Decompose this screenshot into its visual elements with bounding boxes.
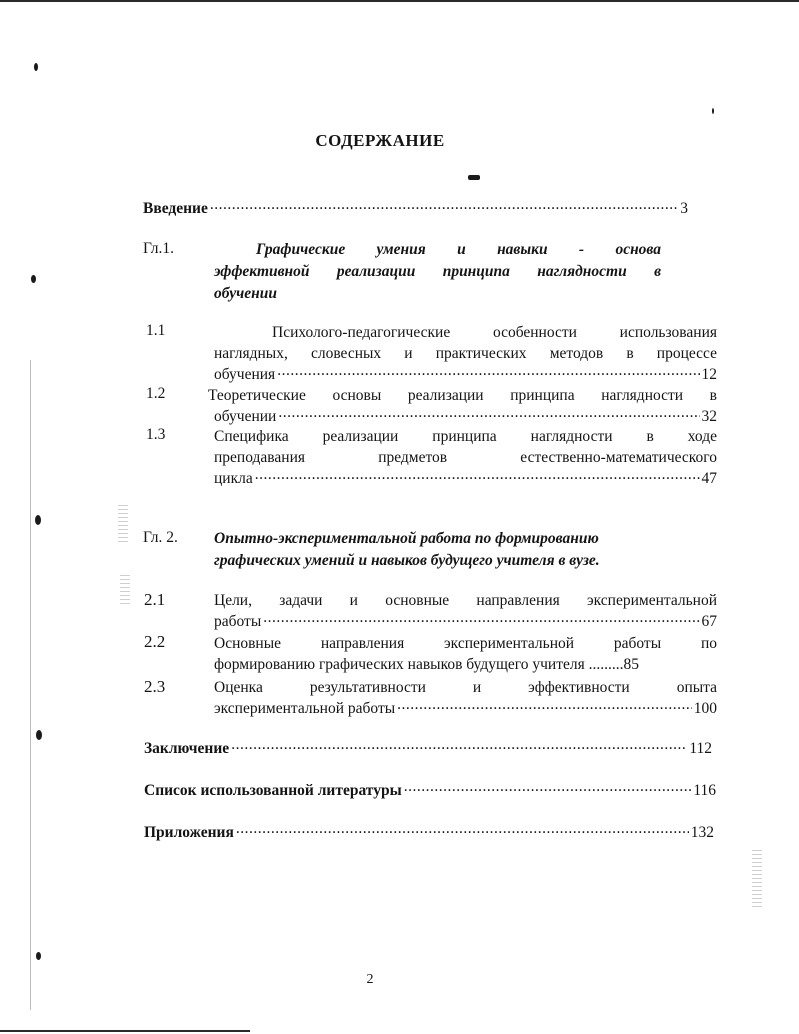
section-2-2-number: 2.2 <box>144 632 166 651</box>
dot-leader <box>236 823 689 837</box>
section-1-2-number: 1.2 <box>146 385 166 402</box>
toc-appendix-label: Приложения <box>144 824 234 841</box>
dot-leader <box>278 407 699 421</box>
chapter1-number: Гл.1. <box>143 240 175 257</box>
toc-section-2-1[interactable] <box>214 590 717 632</box>
section-line: формированию графических навыков будущего учителя ......... <box>214 656 624 673</box>
toc-section-1-1[interactable] <box>214 322 717 385</box>
toc-section-2-3[interactable] <box>214 677 717 719</box>
chapter1-title-line: обучении <box>214 285 278 302</box>
section-line: Специфика реализации принципа наглядности в ходе <box>214 428 717 445</box>
section-line: Теоретические основы реализации принципа наглядности в <box>208 387 717 404</box>
chapter1-title-line: эффективной реализации принципа наглядности в <box>214 263 661 280</box>
section-2-2-page: 85 <box>623 656 639 673</box>
section-2-1-page: 67 <box>701 613 717 630</box>
dot-leader <box>255 469 700 483</box>
section-line: работы <box>214 613 262 630</box>
chapter2-title-line: графических умений и навыков будущего учителя в вузе. <box>214 552 600 569</box>
section-1-1-number: 1.1 <box>146 322 166 339</box>
toc-appendix[interactable] <box>144 822 714 843</box>
section-line: наглядных, словесных и практических методов в процессе <box>214 345 717 362</box>
section-line: преподавания предметов естественно-математического <box>214 449 717 466</box>
section-line: цикла <box>214 470 253 487</box>
section-2-1-number: 2.1 <box>144 590 166 609</box>
section-1-2-page: 32 <box>701 408 717 425</box>
toc-references[interactable] <box>144 780 716 801</box>
toc-intro[interactable] <box>143 198 688 219</box>
section-1-3-page: 47 <box>701 470 717 487</box>
toc-appendix-page: 132 <box>690 824 714 841</box>
toc-conclusion-page: 112 <box>689 740 712 757</box>
section-line: обучения <box>214 366 276 383</box>
section-line: экспериментальной работы <box>214 700 396 717</box>
page-number: 2 <box>366 972 374 987</box>
section-2-3-number: 2.3 <box>144 677 166 696</box>
chapter1-title-line: Графические умения и навыки - основа <box>256 241 661 258</box>
dot-leader <box>397 699 692 713</box>
section-2-3-page: 100 <box>693 700 717 717</box>
dot-leader <box>404 781 692 795</box>
toc-section-1-3[interactable] <box>214 426 717 489</box>
toc-intro-label: Введение <box>143 200 208 217</box>
dot-leader <box>277 365 699 379</box>
chapter2-title-line: Опытно-экспериментальной работа по формированию <box>214 530 599 547</box>
chapter1-title[interactable] <box>214 239 661 305</box>
section-line: Цели, задачи и основные направления экспериментальной <box>214 592 717 609</box>
toc-section-2-2[interactable] <box>214 633 717 675</box>
section-line: Основные направления экспериментальной работы по <box>214 635 717 652</box>
toc-conclusion-label: Заключение <box>144 740 230 757</box>
toc-references-page: 116 <box>693 782 716 799</box>
section-1-3-number: 1.3 <box>146 426 166 443</box>
dot-leader <box>231 739 687 753</box>
section-line: обучении <box>214 408 277 425</box>
toc-intro-page: 3 <box>680 200 688 217</box>
dot-leader <box>263 612 699 626</box>
chapter2-title[interactable] <box>214 528 664 572</box>
toc-conclusion[interactable] <box>144 738 712 759</box>
section-line: Оценка результативности и эффективности опыта <box>214 679 717 696</box>
section-1-1-page: 12 <box>701 366 717 383</box>
section-line: Психолого-педагогические особенности использования <box>272 324 717 341</box>
page-title: СОДЕРЖАНИЕ <box>315 131 445 150</box>
toc-section-1-2[interactable] <box>208 385 717 427</box>
dot-leader <box>210 199 678 213</box>
chapter2-number: Гл. 2. <box>143 529 178 546</box>
toc-references-label: Список использованной литературы <box>144 782 402 799</box>
